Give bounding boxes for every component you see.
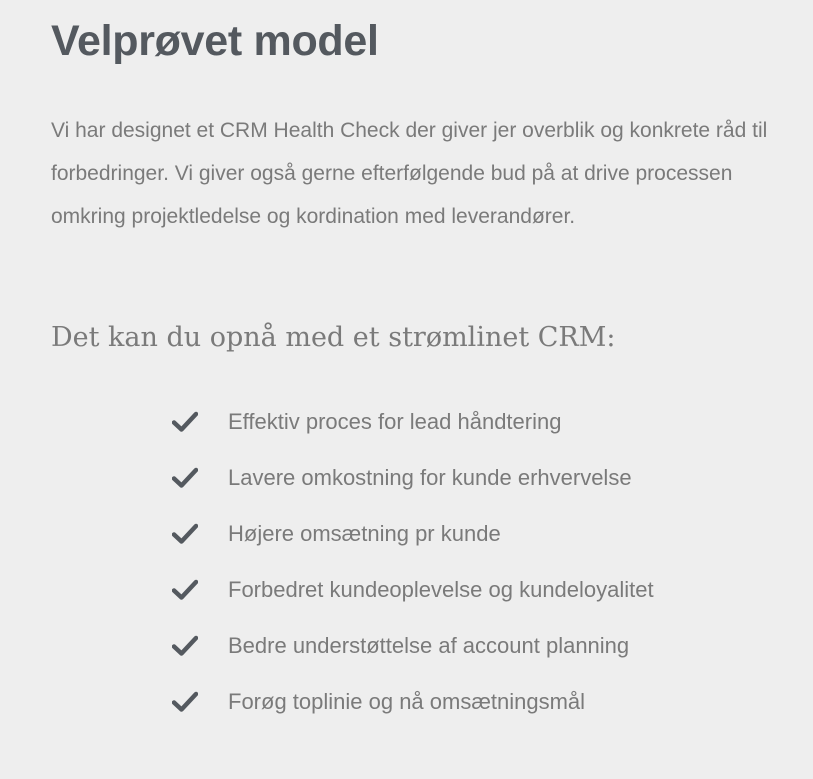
benefit-item [172,674,813,730]
benefit-item [172,562,813,618]
check-icon [172,579,198,601]
benefit-item [172,394,813,450]
page-title: Velprøvet model [51,17,379,65]
check-icon [172,523,198,545]
benefit-label: Bedre understøttelse af account planning [228,633,630,658]
benefit-item [172,618,813,674]
benefit-label: Forbedret kundeoplevelse og kundeloyalitet [228,577,654,602]
check-icon [172,411,198,433]
benefit-label: Effektiv proces for lead håndtering [228,409,562,434]
benefit-item [172,506,813,562]
check-icon [172,691,198,713]
benefits-list [51,394,813,730]
benefit-label: Forøg toplinie og nå omsætningsmål [228,689,586,714]
benefit-item [172,450,813,506]
intro-paragraph: Vi har designet et CRM Health Check der giver jer overblik og konkrete råd til forbedringer. Vi giver også gerne efterfølgende bud på at drive processen omkring projektledelse og kordination med leverandører. [51,119,768,228]
benefit-label: Lavere omkostning for kunde erhvervelse [228,465,632,490]
check-icon [172,635,198,657]
benefit-label: Højere omsætning pr kunde [228,521,501,546]
benefits-heading: Det kan du opnå med et strømlinet CRM: [51,322,616,353]
check-icon [172,467,198,489]
